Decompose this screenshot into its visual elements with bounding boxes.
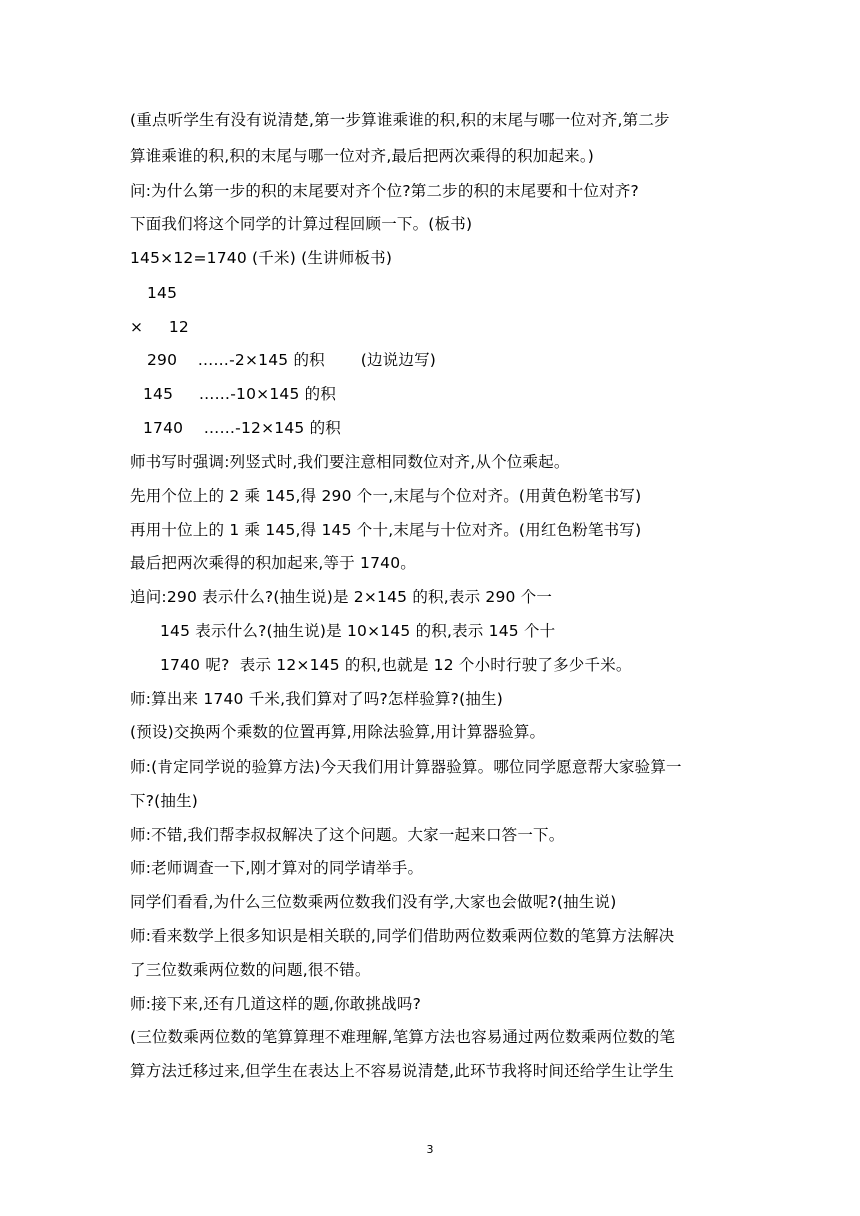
page-number: 3 (426, 1143, 434, 1156)
vertical-calc-result: 1740 ……-12×145 的积 (143, 419, 341, 437)
text-line: (预设)交换两个乘数的位置再算,用除法验算,用计算器验算。 (130, 723, 546, 741)
vertical-calc-step2: 145 ……-10×145 的积 (143, 385, 337, 403)
text-line: 145 表示什么?(抽生说)是 10×145 的积,表示 145 个十 (160, 622, 556, 640)
vertical-calc-multiplicand: 145 (147, 284, 178, 302)
text-line: 最后把两次乘得的积加起来,等于 1740。 (130, 554, 417, 572)
text-line: 算方法迁移过来,但学生在表达上不容易说清楚,此环节我将时间还给学生让学生 (130, 1062, 675, 1080)
text-line: 师:接下来,还有几道这样的题,你敢挑战吗? (130, 995, 422, 1013)
text-line: 下面我们将这个同学的计算过程回顾一下。(板书) (130, 215, 473, 233)
text-line: 师:老师调查一下,刚才算对的同学请举手。 (130, 859, 424, 877)
text-line: 追问:290 表示什么?(抽生说)是 2×145 的积,表示 290 个一 (130, 588, 553, 606)
text-line: 师:不错,我们帮李叔叔解决了这个问题。大家一起来口答一下。 (130, 826, 565, 844)
text-line: 下?(抽生) (130, 792, 199, 810)
text-line: 再用十位上的 1 乘 145,得 145 个十,末尾与十位对齐。(用红色粉笔书写) (130, 521, 642, 539)
text-line: 师:算出来 1740 千米,我们算对了吗?怎样验算?(抽生) (130, 690, 503, 708)
text-line: (重点听学生有没有说清楚,第一步算谁乘谁的积,积的末尾与哪一位对齐,第二步 (130, 111, 670, 129)
vertical-calc-step1: 290 ……-2×145 的积 (边说边写) (147, 351, 437, 369)
text-line: 问:为什么第一步的积的末尾要对齐个位?第二步的积的末尾要和十位对齐? (130, 182, 639, 200)
text-line: 师:看来数学上很多知识是相关联的,同学们借助两位数乘两位数的笔算方法解决 (130, 927, 675, 945)
text-line: 同学们看看,为什么三位数乘两位数我们没有学,大家也会做呢?(抽生说) (130, 893, 617, 911)
text-line: (三位数乘两位数的笔算算理不难理解,笔算方法也容易通过两位数乘两位数的笔 (130, 1028, 676, 1046)
text-line: 了三位数乘两位数的问题,很不错。 (130, 961, 371, 979)
text-line: 师书写时强调:列竖式时,我们要注意相同数位对齐,从个位乘起。 (130, 453, 570, 471)
text-line: 先用个位上的 2 乘 145,得 290 个一,末尾与个位对齐。(用黄色粉笔书写) (130, 487, 642, 505)
text-line: 1740 呢? 表示 12×145 的积,也就是 12 个小时行驶了多少千米。 (160, 656, 632, 674)
vertical-calc-multiplier: × 12 (130, 318, 189, 336)
text-line: 师:(肯定同学说的验算方法)今天我们用计算器验算。哪位同学愿意帮大家验算一 (130, 758, 682, 776)
text-line: 145×12=1740 (千米) (生讲师板书) (130, 249, 393, 267)
text-line: 算谁乘谁的积,积的末尾与哪一位对齐,最后把两次乘得的积加起来。) (130, 147, 595, 165)
